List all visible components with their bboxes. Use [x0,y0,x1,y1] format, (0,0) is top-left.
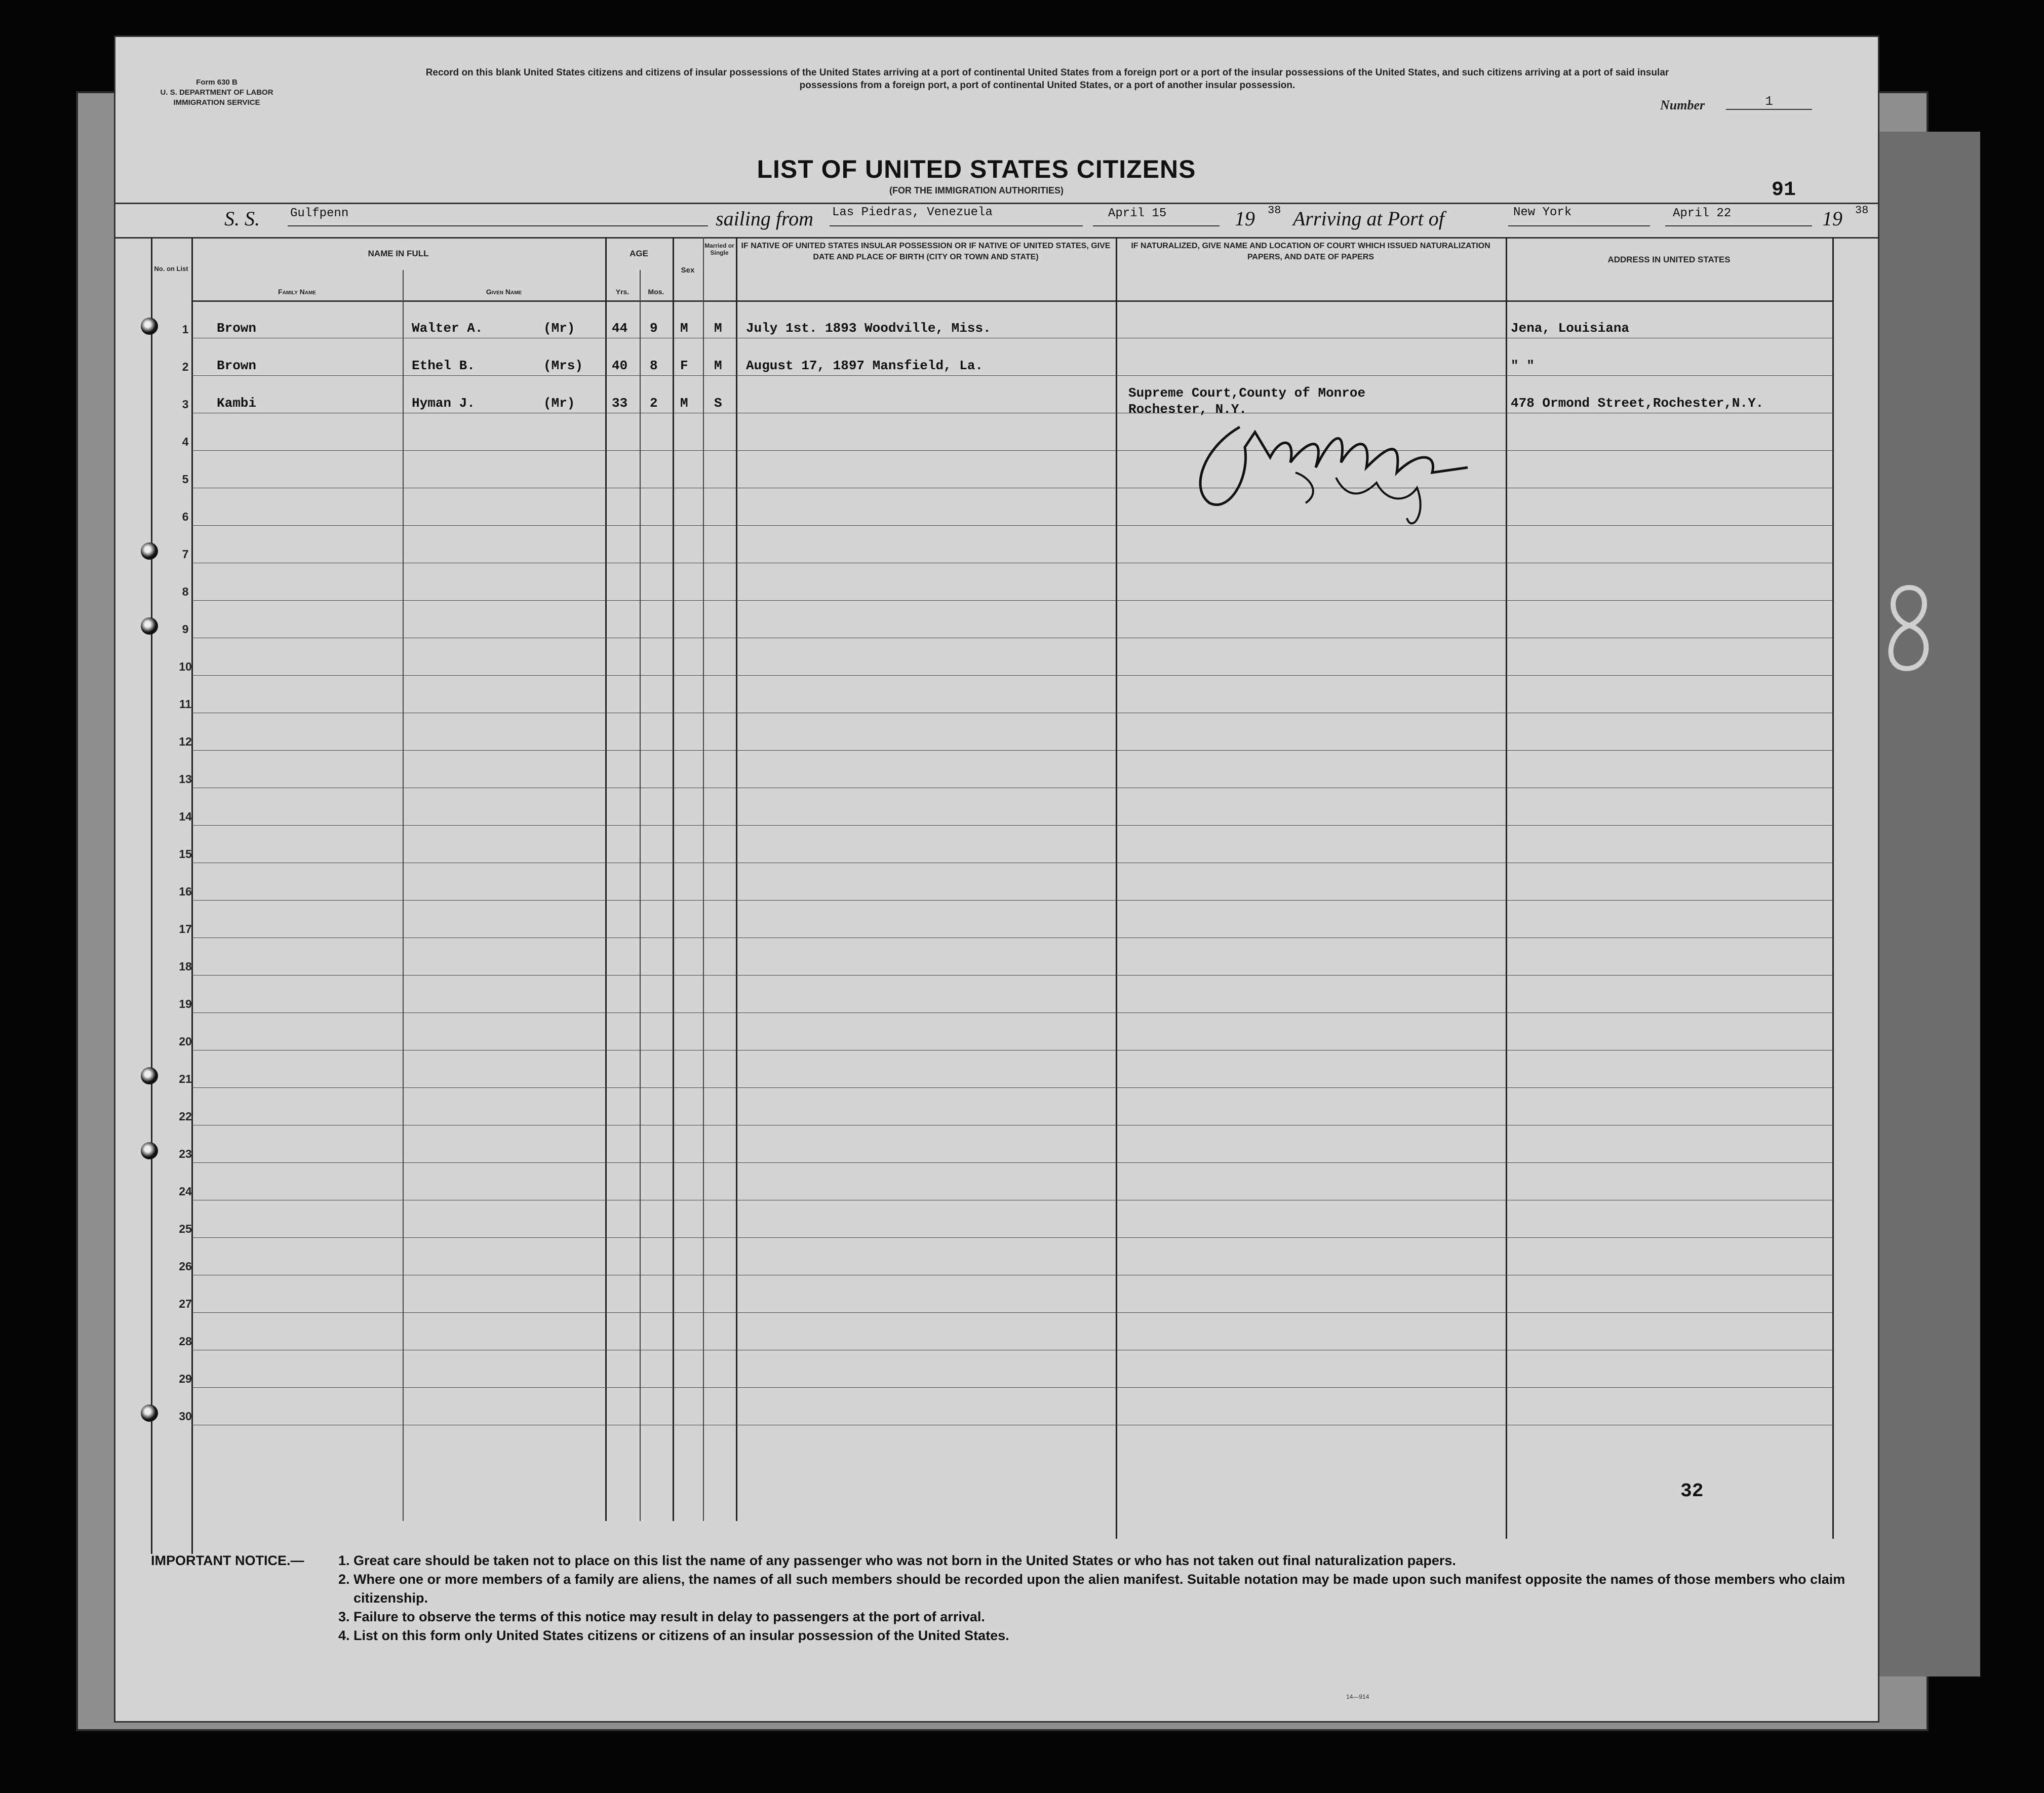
margin-handwritten-mark [1879,582,1940,674]
row-number: 10 [179,660,192,673]
table-row [191,600,1832,601]
cell-naturalization-location: Rochester, N.Y. [1128,402,1247,417]
cell-age-years: 40 [612,358,628,373]
row-number: 26 [179,1260,192,1273]
sailing-label: sailing from [716,207,813,230]
page-title: LIST OF UNITED STATES CITIZENS [757,155,1196,183]
form-service: IMMIGRATION SERVICE [173,98,260,107]
form-code: 14—914 [1346,1693,1369,1700]
cell-given-name: Hyman J. [412,396,475,411]
row-number: 13 [179,772,192,786]
table-row [191,975,1832,976]
header-married-single: Married or Single [704,242,734,256]
table-left-border [151,237,152,1554]
col-divider-given [605,237,607,1521]
to-port: New York [1513,206,1572,219]
cell-birth-date-place: July 1st. 1893 Woodville, Miss. [746,321,991,336]
table-right-border [1832,237,1834,1539]
row-number: 8 [182,585,189,598]
header-name-in-full: NAME IN FULL [368,249,429,258]
number-value: 1 [1726,94,1812,110]
cell-family-name: Brown [217,358,257,373]
row-number: 14 [179,810,192,823]
cell-naturalization-court: Supreme Court,County of Monroe [1128,385,1366,401]
cell-family-name: Kambi [217,396,257,411]
ss-label: S. S. [224,207,260,230]
table-row [191,1237,1832,1238]
header-naturalization-court: IF NATURALIZED, GIVE NAME AND LOCATION OF COURT WHICH ISSUED NATURALIZATION PAPERS, AND DATE OF PAPERS [1131,242,1490,261]
cell-age-years: 44 [612,321,628,336]
binder-hole [141,1405,158,1422]
row-number: 4 [182,435,189,448]
table-row [191,450,1832,451]
header-address: ADDRESS IN UNITED STATES [1607,255,1731,264]
cell-given-name: Walter A. [412,321,483,336]
col-divider-yrs [640,270,641,1521]
header-family-name: Family Name [278,288,316,296]
notice-item: 3. Failure to observe the terms of this notice may result in delay to passengers at the port of arrival. [338,1609,985,1624]
cell-title: (Mrs) [543,358,583,373]
row-number: 27 [179,1297,192,1310]
to-date: April 22 [1673,207,1732,220]
cell-married-single: M [714,321,722,336]
year-prefix-to: 19 [1822,207,1842,230]
from-year: 38 [1268,204,1281,217]
row-number: 11 [179,697,192,711]
cell-title: (Mr) [543,321,575,336]
cell-married-single: S [714,396,722,411]
table-row [191,825,1832,826]
important-notice [151,1551,1853,1645]
col-divider-family [403,270,404,1521]
col-divider-married [736,237,737,1521]
row-number: 23 [179,1147,192,1160]
form-id: Form 630 B [196,78,238,87]
row-number: 1 [182,323,189,336]
notice-lead: IMPORTANT NOTICE.— [151,1553,304,1568]
notice-item: 4. List on this form only United States citizens or citizens of an insular possession of the United States. [338,1628,1009,1643]
number-label: Number [1660,98,1705,112]
row-number: 20 [179,1035,192,1048]
binder-hole [141,318,158,335]
header-rule [115,203,1878,204]
cell-sex: F [680,358,688,373]
page-subtitle: (FOR THE IMMIGRATION AUTHORITIES) [889,185,1064,196]
header-given-name: Given Name [486,288,522,296]
row-number: 21 [179,1072,192,1085]
page-number: 91 [1772,179,1796,202]
table-row [191,750,1832,751]
cell-age-years: 33 [612,396,628,411]
cell-given-name: Ethel B. [412,358,475,373]
table-row [191,1087,1832,1088]
table-row [191,525,1832,526]
underlying-page-edge [1874,132,1980,1677]
cell-address: 478 Ormond Street,Rochester,N.Y. [1511,396,1764,411]
table-row [191,675,1832,676]
table-row [191,1012,1832,1013]
header-bottom-rule [191,300,1832,302]
cell-sex: M [680,321,688,336]
binder-hole [141,1142,158,1159]
row-number: 30 [179,1410,192,1423]
row-number: 19 [179,997,192,1010]
row-number: 7 [182,548,189,561]
binder-hole [141,542,158,560]
row-number: 22 [179,1110,192,1123]
binder-hole [141,1067,158,1084]
cell-sex: M [680,396,688,411]
from-date: April 15 [1108,207,1167,220]
binder-hole [141,617,158,635]
header-top-rule [115,237,1878,239]
notice-item: 2. Where one or more members of a family are aliens, the names of all such members should be recorded upon the alien manifest. Suitable notation may be made upon such manifest opposite the names of those members who claim citizenship. [338,1572,1845,1606]
cell-age-months: 9 [650,321,658,336]
row-number: 24 [179,1185,192,1198]
col-divider-mos [673,237,674,1521]
year-prefix-from: 19 [1235,207,1255,230]
header-age: AGE [630,249,648,258]
notice-items [151,1551,1853,1645]
header-no-on-list: No. on List [154,265,188,272]
row-number: 16 [179,885,192,898]
table-row [191,375,1832,376]
row-number: 9 [182,622,189,636]
col-divider-birth [1116,237,1117,1539]
cell-married-single: M [714,358,722,373]
row-number: 28 [179,1335,192,1348]
record-instructions: Record on this blank United States citizens and citizens of insular possessions of the United States arriving at a port of continental United States from a foreign port or a port of the insular possessions of the United States, and such citizens arriving at a port of said insular possessions from a foreign port, a port of continental United States, or a port of another insular possession. [425,67,1669,91]
row-number: 25 [179,1222,192,1235]
row-number: 6 [182,510,189,523]
cell-age-months: 2 [650,396,658,411]
header-yrs: Yrs. [615,288,630,296]
cell-family-name: Brown [217,321,257,336]
table-row [191,900,1832,901]
table-row [191,1162,1832,1163]
form-department: U. S. DEPARTMENT OF LABOR [160,88,273,97]
cell-birth-date-place: August 17, 1897 Mansfield, La. [746,358,984,373]
row-number: 29 [179,1372,192,1385]
ship-name: Gulfpenn [290,207,349,220]
row-number: 2 [182,360,189,373]
row-number: 5 [182,473,189,486]
col-divider-sex [703,237,704,1521]
cell-title: (Mr) [543,396,575,411]
from-port: Las Piedras, Venezuela [832,206,993,219]
header-birth-place: IF NATIVE OF UNITED STATES INSULAR POSSESSION OR IF NATIVE OF UNITED STATES, GIVE DATE AND PLACE OF BIRTH (CITY OR TOWN AND STATE) [741,242,1111,261]
row-number: 12 [179,735,192,748]
official-signature [1194,417,1528,538]
row-number: 3 [182,398,189,411]
notice-item: 1. Great care should be taken not to place on this list the name of any passenger who was not born in the United States or who has not taken out final naturalization papers. [338,1553,1456,1568]
to-year: 38 [1855,204,1869,217]
table-row [191,1312,1832,1313]
table-row [191,1387,1832,1388]
manifest-table [115,37,1878,1721]
header-sex: Sex [681,266,695,275]
header-mos: Mos. [648,288,664,296]
cell-address: Jena, Louisiana [1511,321,1630,336]
total-count: 32 [1680,1480,1704,1502]
manifest-page [114,35,1879,1723]
row-number: 15 [179,847,192,861]
row-number: 18 [179,960,192,973]
arriving-label: Arriving at Port of [1293,207,1444,230]
cell-address: " " [1511,358,1535,373]
row-number: 17 [179,922,192,936]
cell-age-months: 8 [650,358,658,373]
